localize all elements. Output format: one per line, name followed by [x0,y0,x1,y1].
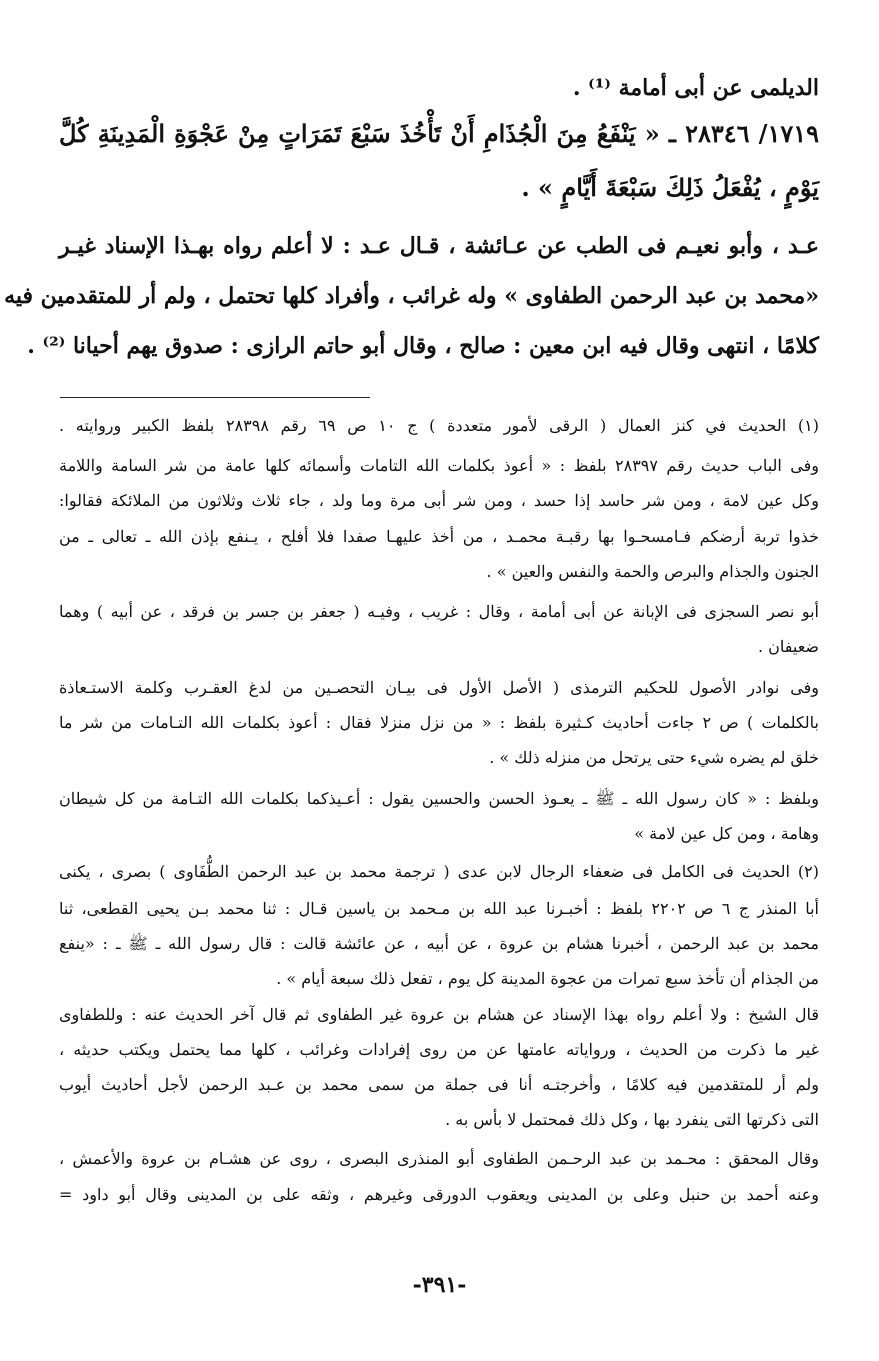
footnote-2-line-1: (٢) الحديث فى الكامل فى ضعفاء الرجال لابن عدى ( ترجمة محمد بن عبد الرحمن الطُّفَاوى ) بصرى ، يكنى [59,862,820,881]
main-line-1: الديلمى عن أبى أمامة ⁽¹⁾ . [572,75,819,101]
footnote-1-line-8: وفى نوادر الأصول للحكيم الترمذى ( الأصل الأول فى بيـان التحصـين من لدغ العقـرب وكلمة الاستـعاذة [59,678,819,697]
footnote-1-line-6: أبو نصر السجزى فى الإبانة عن أبى أمامة ، وقال : غريب ، وفيـه ( جعفر بن جسر بن فرقد ، عن أبيه ) وهما [59,602,819,621]
footnote-2-line-5: قال الشيخ : ولا أعلم رواه بهذا الإسناد عن هشام بن عروة غير الطفاوى ثم قال آخر الحديث عنه : وللطفاوى [59,1005,819,1024]
main-line-2: عـد ، وأبو نعيـم فى الطب عن عـائشة ، قـال عـد : لا أعلم رواه بهـذا الإسناد غيـر [59,233,819,259]
footnote-2-line-4: من الجذام أن تأخذ سبع تمرات من عجوة المدينة كل يوم ، تفعل ذلك سبعة أيام » . [276,969,819,988]
main-line-3: «محمد بن عبد الرحمن الطفاوى » وله غرائب ، وأفراد كلها تحتمل ، ولم أر للمتقدمين فيه [4,283,819,309]
footnote-2-line-9: وقال المحقق : محـمد بن عبد الرحـمن الطفاوى أبو المنذرى البصرى ، روى عن هشـام بن عروة والأعمش ، [59,1149,819,1168]
footnote-2-line-7: ولم أر للمتقدمين فيه كلامًا ، وأخرجتـه أنا فى جملة من سمى محمد بن عـبد الرحمن لأجل أحاديث أيوب [59,1075,819,1094]
footnote-2-line-2: أبا المنذر ج ٦ ص ٢٢٠٢ بلفظ : أخبـرنا عبد الله بن مـحمد بن ياسين قـال : ثنا محمد بـن يحيى القطعى، ثنا [59,899,819,918]
footnote-1-line-1: (١) الحديث في كنز العمال ( الرقى لأمور متعددة ) ج ١٠ ص ٦٩ رقم ٢٨٣٩٨ بلفظ الكبير وروايته . [59,416,819,435]
footnote-1-line-2: وفى الباب حديث رقم ٢٨٣٩٧ بلفظ : « أعوذ بكلمات الله التامات وأسمائه كلها عامة من شر السامة واللامة [59,456,820,475]
footnote-2-line-6: غير ما ذكرت من الحديث ، ورواياته عامتها عن من روى إفرادات وغرائب ، كلها مما يحتمل ويكتب حديثه ، [59,1040,819,1059]
footnote-1-line-12: وهامة ، ومن كل عين لامة » [634,824,819,843]
main-line-4: كلامًا ، انتهى وقال فيه ابن معين : صالح ، وقال أبو حاتم الرازى : صدوق يهم أحيانا ⁽²⁾ . [27,333,819,359]
footnote-1-line-9: بالكلمات ) ص ٢ جاءت أحاديث كـثيرة بلفظ : « من نزل منزلا فقال : أعوذ بكلمات الله التـامات من شر ما [59,713,819,732]
hadith-line-2: يَوْمٍ ، يُفْعَلُ ذَلِكَ سَبْعَةَ أَيَّامٍ » . [521,173,819,202]
footnote-2-line-8: التى ذكرتها التى ينفرد بها ، وكل ذلك فمحتمل لا بأس به . [445,1110,819,1129]
footnote-2-line-3: محمد بن عبد الرحمن ، أخبرنا هشام بن عروة ، عن أبيه ، عن عائشة قالت : قال رسول الله ـ ﷺ ـ : «ينفع [59,934,819,953]
footnote-1-line-4: خذوا تربة أرضكم فـامسحـوا بها رقبـة محمـد ، من أخذ عليهـا صفدا فلا أفلح ، يـنفع بإذن الله ـ تعالى ـ من [59,527,819,546]
hadith-line-1: ١٧١٩/ ٢٨٣٤٦ ـ « يَنْفَعُ مِنَ الْجُذَامِ أَنْ تَأْخُذَ سَبْعَ تَمَرَاتٍ مِنْ عَجْوَةِ الْمَدِينَةِ كُلَّ [59,119,819,148]
footnote-2-line-10: وعنه أحمد بن حنبل وعلى بن المدينى ويعقوب الدورقى وغيرهم ، وثقه على بن المدينى وقال أبو داود = [59,1185,819,1204]
footnote-divider [60,397,370,398]
footnote-1-line-7: ضعيفان . [757,637,819,656]
footnote-1-line-5: الجنون والجذام والبرص والحمة والنفس والعين » . [486,562,819,581]
footnote-1-line-10: خلق لم يضره شيء حتى يرتحل من منزله ذلك » . [489,748,819,767]
footnote-1-line-11: وبلفظ : « كان رسول الله ـ ﷺ ـ يعـوذ الحسن والحسين يقول : أعـيذكما بكلمات الله التـامة من كل شيطان [59,789,819,808]
footnote-1-line-3: وكل عين لامة ، ومن شر حاسد إذا حسد ، ومن شر أبى مرة وما ولد ، جاء ثلاث وثلاثون من الملائكة فقالوا: [59,491,819,510]
page-number: -٣٩١- [412,1272,467,1298]
